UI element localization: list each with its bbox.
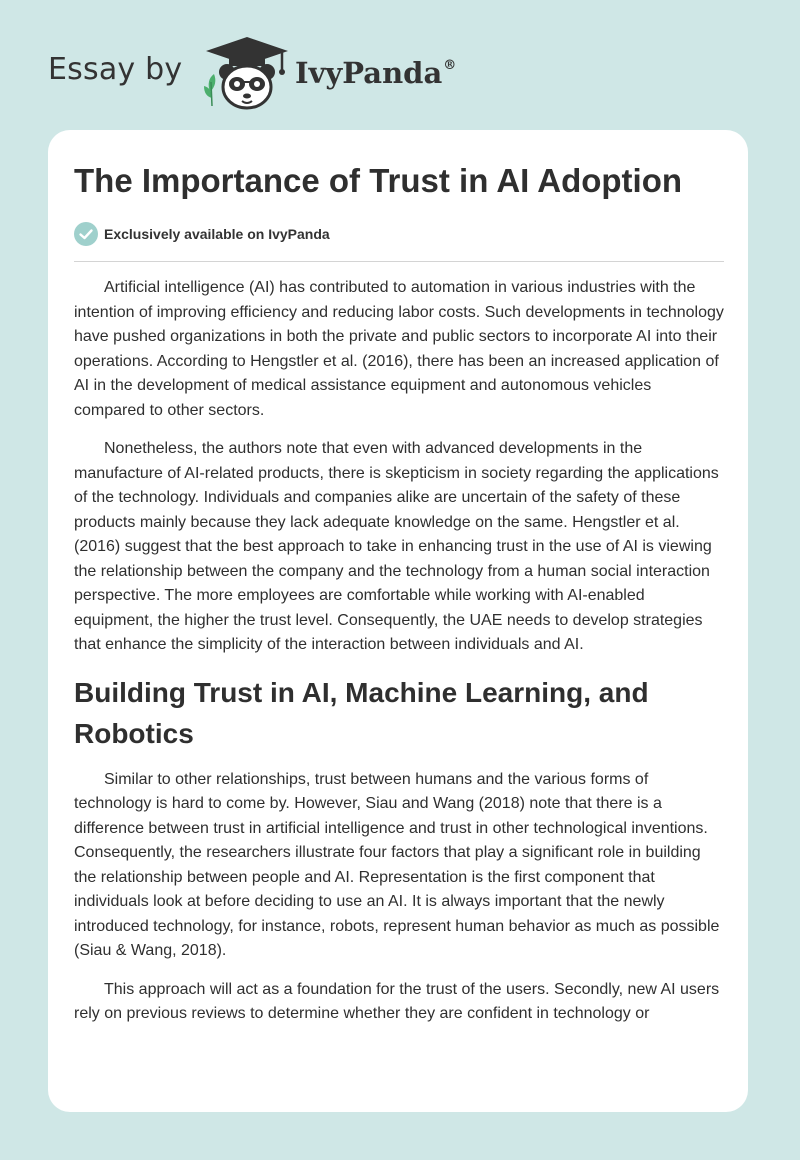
brand-name[interactable]	[295, 56, 456, 90]
brand-prefix: Essay by	[48, 52, 183, 87]
body-paragraph: Artificial intelligence (AI) has contributed to automation in various industries with the intention of improving efficiency and reducing labor costs. Such developments in technology have pushed organizations in both the private and public sectors to incorporate AI into their operations. According to Hengstler et al. (2016), there has been an increased application of AI in the development of medical assistance equipment and autonomous vehicles compared to other sectors.	[74, 279, 724, 419]
body-paragraph: This approach will act as a foundation for the trust of the users. Secondly, new AI users rely on previous reviews to determine whether they are confident in technology or	[74, 980, 720, 1022]
body-paragraph: Nonetheless, the authors note that even with advanced developments in the manufacture of AI-related products, there is skepticism in society regarding the applications of the technology. Individuals and companies alike are uncertain of the safety of these products mainly because they lack adequate knowledge on the same. Hengstler et al. (2016) suggest that the best approach to take in enhancing trust in the use of AI is viewing the relationship between the company and the technology from a human social interaction perspective. The more employees are comfortable while working with AI-enabled equipment, the higher the trust level. Consequently, the UAE needs to develop strategies that enhance the simplicity of the interaction between individuals and AI.	[74, 440, 719, 653]
essay-card	[48, 130, 748, 1112]
check-circle-icon	[74, 222, 98, 246]
title-divider	[74, 261, 724, 262]
essay-body	[74, 276, 724, 1041]
brand-name-text[interactable]: IvyPanda	[295, 56, 443, 90]
registered-mark: ®	[443, 58, 457, 73]
site-header	[0, 0, 800, 128]
body-paragraph: Similar to other relationships, trust between humans and the various forms of technology is hard to come by. However, Siau and Wang (2018) note that there is a difference between trust in artificial intelligence and trust in other technological inventions. Consequently, the researchers illustrate four factors that play a significant role in building the relationship between people and AI. Representation is the first component that individuals look at before deciding to use an AI. It is always important that the newly introduced technology, for instance, robots, represent human behavior as much as possible (Siau & Wang, 2018).	[74, 770, 720, 959]
panda-graduate-logo-icon[interactable]	[202, 34, 292, 114]
exclusive-badge	[74, 221, 330, 247]
essay-title: The Importance of Trust in AI Adoption	[74, 162, 683, 199]
section-heading: Building Trust in AI, Machine Learning, and Robotics	[74, 676, 649, 749]
exclusive-label: Exclusively available on IvyPanda	[104, 226, 330, 242]
